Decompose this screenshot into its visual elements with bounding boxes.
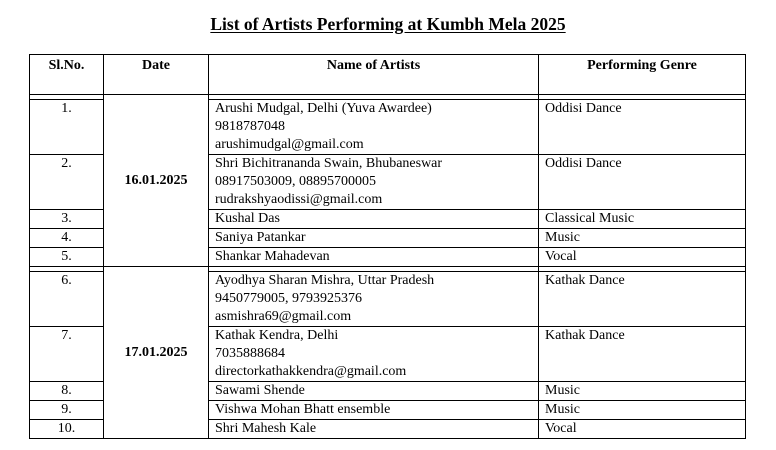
artist-name-cell bbox=[209, 229, 539, 248]
table-header-row bbox=[30, 55, 746, 95]
artists-table bbox=[29, 54, 746, 439]
genre-cell: Music bbox=[539, 401, 746, 420]
table-body bbox=[30, 95, 746, 439]
sl-no-cell: 7. bbox=[30, 327, 104, 382]
sl-no-cell: 4. bbox=[30, 229, 104, 248]
sl-no-cell: 6. bbox=[30, 272, 104, 327]
date-cell: 16.01.2025 bbox=[104, 95, 209, 267]
artist-name: Ayodhya Sharan Mishra, Uttar Pradesh bbox=[215, 273, 435, 288]
artist-phone: 9450779005, 9793925376 bbox=[215, 291, 362, 306]
artist-name: Saniya Patankar bbox=[215, 230, 306, 245]
genre-cell: Vocal bbox=[539, 420, 746, 439]
artist-name-cell bbox=[209, 327, 539, 382]
artist-phone: 7035888684 bbox=[215, 346, 285, 361]
artist-name-cell bbox=[209, 272, 539, 327]
genre-cell: Music bbox=[539, 382, 746, 401]
artist-name: Sawami Shende bbox=[215, 383, 305, 398]
genre-cell: Kathak Dance bbox=[539, 272, 746, 327]
artist-email: directorkathakkendra@gmail.com bbox=[215, 364, 407, 379]
artist-phone: 08917503009, 08895700005 bbox=[215, 174, 376, 189]
artist-name: Kathak Kendra, Delhi bbox=[215, 328, 339, 343]
genre-cell: Kathak Dance bbox=[539, 327, 746, 382]
header-date: Date bbox=[104, 55, 209, 95]
sl-no-cell: 9. bbox=[30, 401, 104, 420]
sl-no-cell: 10. bbox=[30, 420, 104, 439]
sl-no-cell: 3. bbox=[30, 210, 104, 229]
sl-no-cell: 8. bbox=[30, 382, 104, 401]
header-name-of-artists: Name of Artists bbox=[209, 55, 539, 95]
artist-name: Arushi Mudgal, Delhi (Yuva Awardee) bbox=[215, 101, 432, 116]
page-title: List of Artists Performing at Kumbh Mela 2025 bbox=[210, 14, 566, 34]
date-cell: 17.01.2025 bbox=[104, 267, 209, 439]
artist-name: Kushal Das bbox=[215, 211, 280, 226]
artist-name-cell bbox=[209, 248, 539, 267]
artist-name-cell bbox=[209, 155, 539, 210]
artist-phone: 9818787048 bbox=[215, 119, 285, 134]
header-performing-genre: Performing Genre bbox=[539, 55, 746, 95]
header-sl-no: Sl.No. bbox=[30, 55, 104, 95]
sl-no-cell: 5. bbox=[30, 248, 104, 267]
artist-name-cell bbox=[209, 401, 539, 420]
artist-name-cell bbox=[209, 100, 539, 155]
artist-name: Shri Bichitrananda Swain, Bhubaneswar bbox=[215, 156, 443, 171]
genre-cell: Classical Music bbox=[539, 210, 746, 229]
artist-name-cell bbox=[209, 210, 539, 229]
artist-name: Shankar Mahadevan bbox=[215, 249, 330, 264]
genre-cell: Oddisi Dance bbox=[539, 100, 746, 155]
genre-cell: Oddisi Dance bbox=[539, 155, 746, 210]
artist-name: Shri Mahesh Kale bbox=[215, 421, 317, 436]
genre-cell: Music bbox=[539, 229, 746, 248]
artist-name: Vishwa Mohan Bhatt ensemble bbox=[215, 402, 391, 417]
artist-email: asmishra69@gmail.com bbox=[215, 309, 352, 324]
artist-email: rudrakshyaodissi@gmail.com bbox=[215, 192, 383, 207]
genre-cell: Vocal bbox=[539, 248, 746, 267]
sl-no-cell: 1. bbox=[30, 100, 104, 155]
sl-no-cell: 2. bbox=[30, 155, 104, 210]
artist-email: arushimudgal@gmail.com bbox=[215, 137, 364, 152]
artist-name-cell bbox=[209, 420, 539, 439]
artist-name-cell bbox=[209, 382, 539, 401]
